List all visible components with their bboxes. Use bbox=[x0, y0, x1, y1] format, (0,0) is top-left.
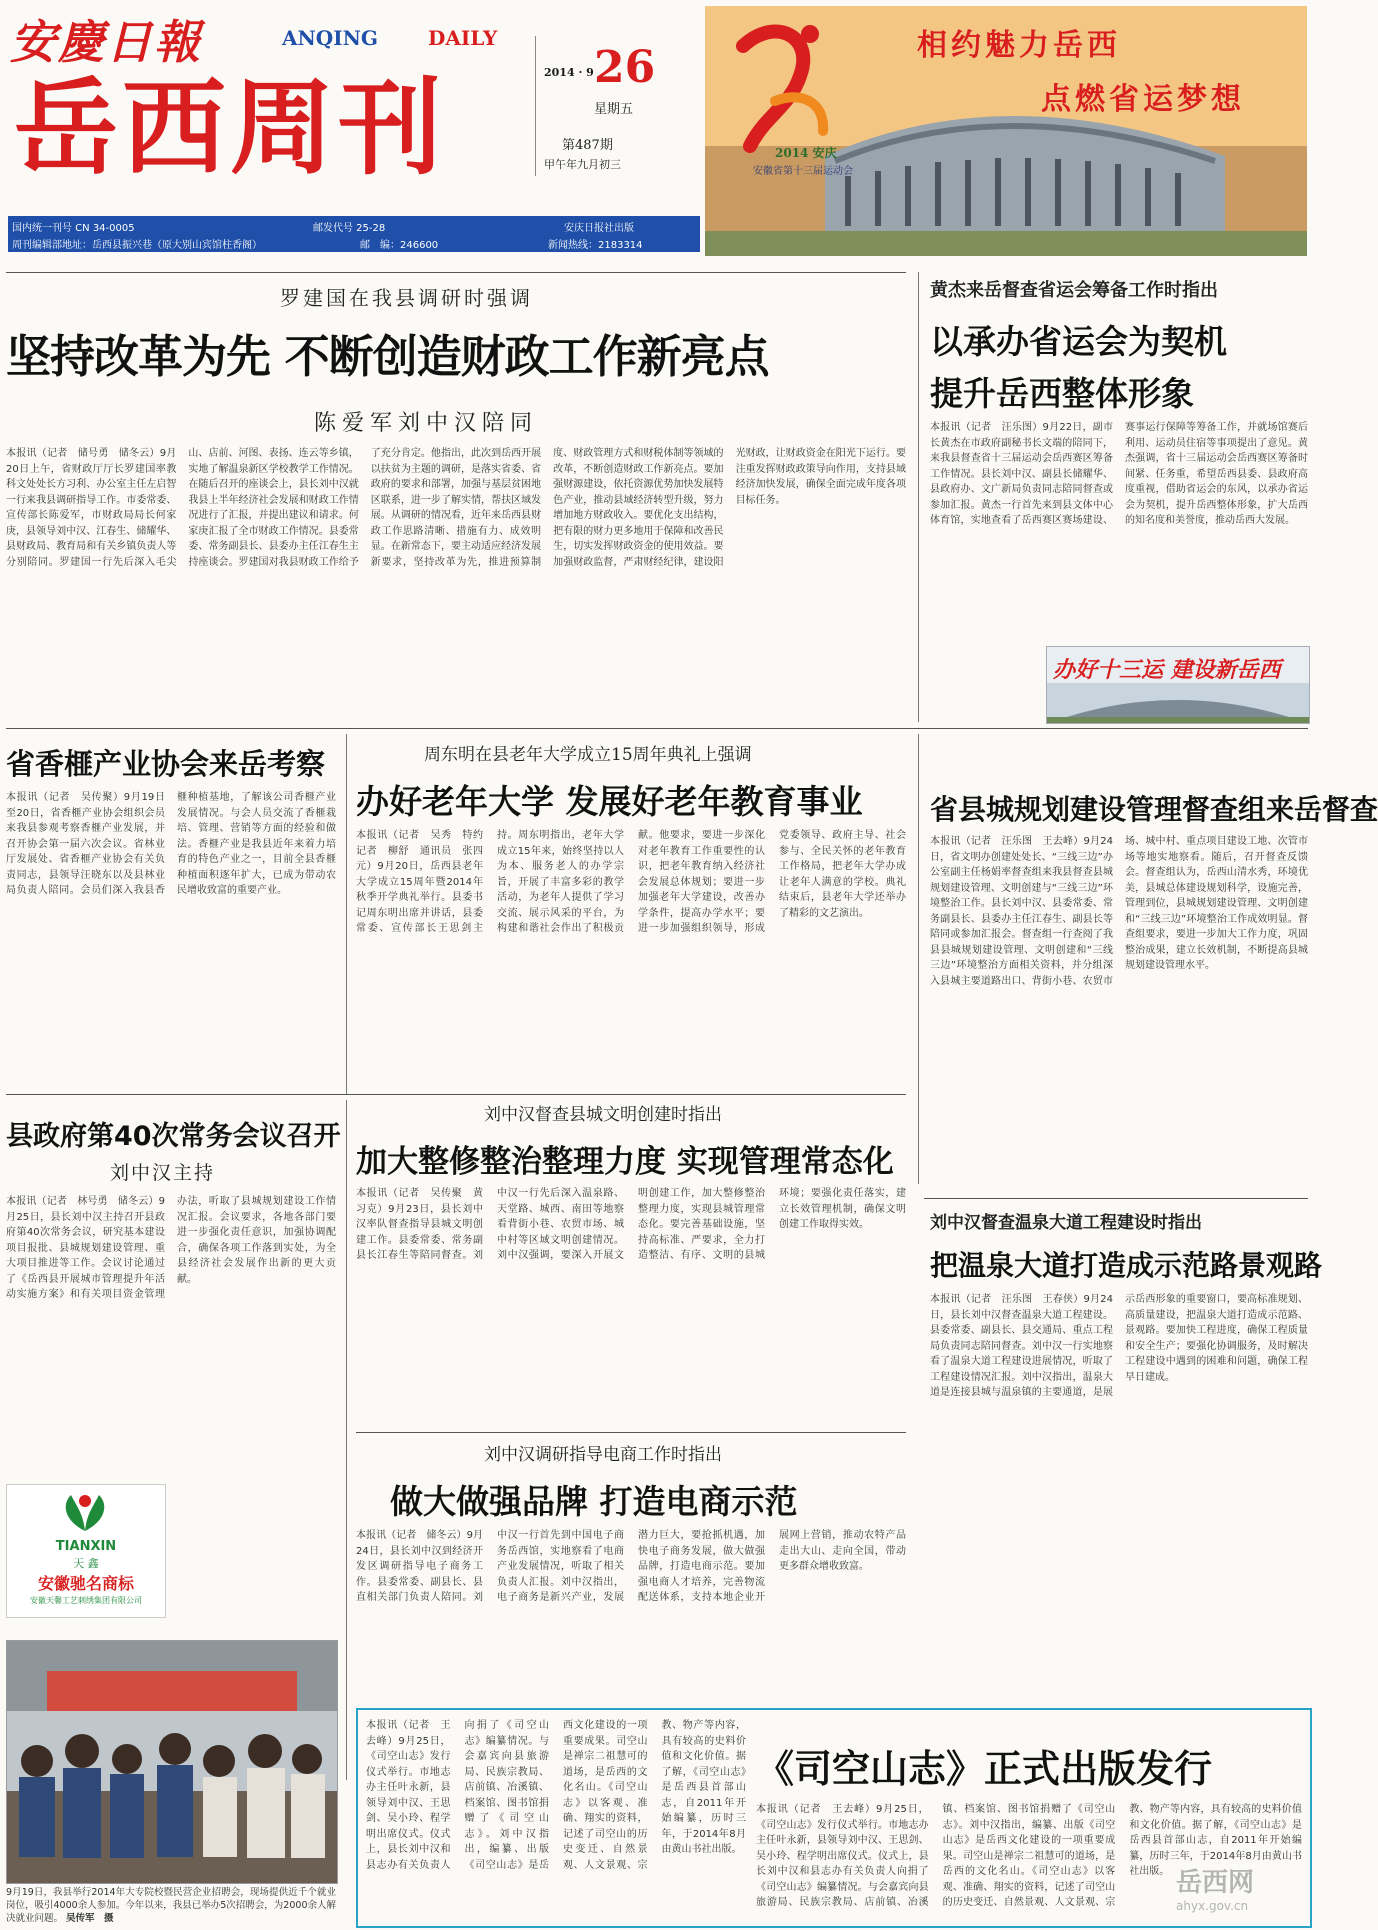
wenquan-headline: 把温泉大道打造成示范路景观路 bbox=[930, 1249, 1323, 1282]
weekly-title: 岳西周刊 bbox=[14, 66, 447, 189]
watermark-url: ahyx.gov.cn bbox=[1176, 1899, 1249, 1913]
wenquan-body: 本报讯（记者 汪乐图 王春侠）9月24日，县长刘中汉督查温泉大道工程建设。县委常委、副县长、县交通局、重点工程局负责同志陪同督查。刘中汉一行实地察看了温泉大道工程建设进展情况，听取了工程建设情况汇报。刘中汉指出，温泉大道是连接县城与温泉镇的主要通道，是展示岳西形象的重要窗口，要高标准规划、高质量建设，把温泉大道打造成示范路、景观路。要加快工程进度，确保工程质量和安全生产；要强化协调服务，及时解决工程建设中遇到的困难和问题，确保工程早日建成。 bbox=[930, 1294, 1308, 1398]
promo-text: 办好十三运 建设新岳西 bbox=[1053, 658, 1281, 683]
divider bbox=[346, 734, 347, 1094]
stadium-thumbnail bbox=[1047, 683, 1309, 723]
book-box bbox=[356, 1708, 1312, 1928]
tianxin-ad bbox=[6, 1484, 166, 1618]
xiangfei-body: 本报讯（记者 吴传聚）9月19日至20日，省香榧产业协会组织会员来我县参观考察香榧产业发展，并召开协会第一届六次会议。省林业厅发展处、省香榧产业协会有关负责同志，县领导汪晓东以及县林业局负责人陪同。会员们深入我县香榧种植基地，了解该公司香榧产业发展情况。与会人员交流了香榧栽培、管理、营销等方面的经验和做法。香榧产业是我县近年来着力培育的特色产业之一，目前全县香榧种植面积逐年扩大，已成为带动农民增收致富的重要产业。 bbox=[6, 792, 336, 896]
lead-kicker: 罗建国在我县调研时强调 bbox=[280, 286, 533, 310]
games-logo-text-1: 2014 安庆 bbox=[775, 146, 837, 160]
changwu-body: 本报讯（记者 林号勇 储冬云）9月25日，县长刘中汉主持召开县政府第40次常务会议，研究基本建设项目报批、县城规划建设管理、重大项目推进等工作。会议讨论通过了《岳西县开展城市管理提升年活动实施方案》和有关项目资金管理办法，听取了县城规划建设工作情况汇报。会议要求，各地各部门要进一步强化责任意识，加强协调配合，确保各项工作落到实处，为全县经济社会发展作出新的更大贡献。 bbox=[6, 1196, 336, 1300]
weekday: 星期五 bbox=[594, 102, 634, 117]
games-logo-text-2: 安徽省第十三届运动会 bbox=[753, 166, 853, 177]
huang-headline-1: 以承办省运会为契机 bbox=[930, 322, 1227, 361]
banner-slogan-1: 相约魅力岳西 bbox=[917, 28, 1121, 63]
huang-headline-2: 提升岳西整体形象 bbox=[930, 374, 1194, 413]
huang-body: 本报讯（记者 汪乐图）9月22日，副市长黄杰在市政府副秘书长文端的陪同下，来我县督查省十三届运动会岳西赛区筹备工作情况。县长刘中汉、副县长储耀华、县政府办、文广新局负责同志陪同督查或参加汇报。黄杰一行首先来到县文体中心体育馆，实地查看了岳西赛区赛场建设、赛事运行保障等筹备工作，并就场馆赛后利用、运动员住宿等事项提出了意见。黄杰强调，省十三届运动会岳西赛区筹备时间紧、任务重，希望岳西县委、县政府高度重视，借助省运会的东风，以承办省运会为契机，提升岳西整体形象，扩大岳西的知名度和美誉度，推动岳西大发展。 bbox=[930, 422, 1308, 526]
dianshang-kicker: 刘中汉调研指导电商工作时指出 bbox=[484, 1445, 722, 1465]
tianxin-company: 安徽天馨工艺刺绣集团有限公司 bbox=[30, 1596, 142, 1605]
book-headline: 《司空山志》正式出版发行 bbox=[756, 1747, 1213, 1791]
wenming-body: 本报讯（记者 吴传聚 黄习克）9月23日，县长刘中汉率队督查指导县城文明创建工作。县委常委、常务副县长江春生等陪同督查。刘中汉一行先后深入温泉路、天堂路、城西、南田等地察看背街小巷、农贸市场、城中村等区域文明创建情况。刘中汉强调，要深入开展文明创建工作，加大整修整治整理力度，实现县城管理常态化。要完善基础设施，坚持高标准、严要求，全力打造整洁、有序、文明的县城环境；要强化责任落实，建立长效管理机制，确保文明创建工作取得实效。 bbox=[356, 1188, 906, 1261]
changwu-subline: 刘中汉主持 bbox=[110, 1162, 216, 1184]
site-watermark bbox=[1176, 1862, 1306, 1922]
photo-credit: 吴传军 摄 bbox=[66, 1913, 114, 1924]
tianxin-label: 安徽驰名商标 bbox=[37, 1574, 134, 1593]
publication-code: 国内统一刊号 CN 34-0005 bbox=[12, 223, 135, 234]
divider bbox=[356, 1432, 906, 1433]
paper-name-en-2: DAILY bbox=[428, 26, 498, 50]
book-body-continued-text: 本报讯（记者 王去峰）9月25日，《司空山志》发行仪式举行。市地志办主任叶永新，县领导刘中汉、王思剑、吴小玲、程学明出席仪式。仪式上，县长刘中汉和县志办有关负责人向捐了《司空山志》编纂情况。与会嘉宾向县旅游局、民族宗教局、店前镇、冶溪镇、档案馆、图书馆捐赠了《司空山志》。刘中汉指出，编纂、出版《司空山志》是岳西文化建设的一项重要成果。司空山是禅宗二祖慧可的道场，是岳西的文化名山。《司空山志》以客观、准确、翔实的资料，记述了司空山的历史变迁、自然景观、人文景观、宗教、物产等内容，具有较高的史料价值和文化价值。据了解，《司空山志》是岳西县首部山志，自2011年开始编纂，历时三年，于2014年8月由黄山书社出版。 bbox=[756, 1804, 1302, 1908]
xiangfei-headline: 省香榧产业协会来岳考察 bbox=[6, 747, 326, 781]
watermark-site-name: 岳西网 bbox=[1176, 1868, 1255, 1898]
wenming-headline: 加大整修整治整理力度 实现管理常态化 bbox=[356, 1144, 894, 1180]
daxue-headline: 办好老年大学 发展好老年教育事业 bbox=[356, 782, 863, 821]
tianxin-brand-en: TIANXIN bbox=[55, 1539, 117, 1554]
issue-number: 第487期 bbox=[562, 138, 613, 153]
divider bbox=[924, 1198, 1308, 1199]
photo-caption bbox=[6, 1886, 336, 1926]
dianshang-body: 本报讯（记者 储冬云）9月24日，县长刘中汉到经济开发区调研指导电子商务工作。县委常委、副县长、县直相关部门负责人陪同。刘中汉一行首先到中国电子商务岳西馆，实地察看了电商产业发展情况，听取了相关负责人汇报。刘中汉指出，电子商务是新兴产业，发展潜力巨大，要抢抓机遇，加快电子商务发展，做大做强品牌，打造电商示范。要加强电商人才培养，完善物流配送体系，支持本地企业开展网上营销，推动农特产品走出大山、走向全国，带动更多群众增收致富。 bbox=[356, 1530, 906, 1603]
wenquan-kicker: 刘中汉督查温泉大道工程建设时指出 bbox=[930, 1213, 1202, 1233]
news-hotline: 新闻热线：2183314 bbox=[548, 240, 643, 251]
changwu-headline: 县政府第40次常务会议召开 bbox=[6, 1121, 341, 1152]
editorial-address: 周刊编辑部地址：岳西县振兴巷（原大别山宾馆柱香阁） bbox=[12, 240, 262, 251]
post-code: 邮发代号 25-28 bbox=[313, 223, 386, 234]
divider bbox=[918, 734, 919, 1184]
wenming-kicker: 刘中汉督查县城文明创建时指出 bbox=[484, 1105, 722, 1125]
publisher: 安庆日报社出版 bbox=[564, 223, 634, 234]
divider bbox=[346, 1100, 347, 1780]
paper-name-cn: 安慶日報 bbox=[10, 15, 202, 69]
huang-kicker: 黄杰来岳督查省运会筹备工作时指出 bbox=[930, 280, 1218, 301]
divider bbox=[918, 272, 919, 722]
tianxin-logo-icon bbox=[55, 1491, 115, 1535]
lead-body: 本报讯（记者 储号勇 储冬云）9月20日上午，省财政厅厅长罗建国率教科文处处长方习利、办公室主任左启智一行来我县调研指导工作。市委常委、宣传部长陈爱军，市财政局局长何家庚，县领导刘中汉、江春生、储耀华、县财政局、教育局和有关乡镇负责人等分别陪同。罗建国一行先后深入毛尖山、店前、河图、表扬、连云等乡镇，实地了解温泉新区学校教学工作情况。在随后召开的座谈会上，县长刘中汉就我县上半年经济社会发展和财政工作情况进行了汇报，并提出建议和请求。何家庚汇报了全市财政工作情况。县委常委、常务副县长、县委办主任江春生主持座谈会。罗建国对我县财政工作给予了充分肯定。他指出，此次到岳西开展以扶贫为主题的调研，是落实省委、省政府的要求和部署，加强与基层贫困地区联系，进一步了解实情，帮扶区域发展。从调研的情况看，近年来岳西县财政工作思路清晰、措施有力、成效明显。在新常态下，要主动适应经济发展新要求，坚持改革为先，推进预算制度、财政管理方式和财税体制等领域的改革，不断创造财政工作新亮点。要加强财源建设，依托资源优势加快发展特色产业，推动县域经济转型升级，努力增加地方财政收入。要优化支出结构，把有限的财力更多地用于保障和改善民生，切实发挥财政资金的使用效益。要加强财政监督，严肃财经纪律，建设阳光财政，让财政资金在阳光下运行。要注重发挥财政政策导向作用，支持县域经济加快发展，确保全面完成年度各项目标任务。 bbox=[6, 448, 906, 568]
job-fair-photo bbox=[6, 1640, 338, 1884]
chengui-body: 本报讯（记者 汪乐图 王去峰）9月24日，省文明办创建处处长、“三线三边”办公室副主任杨娟率督查组来我县督查县城规划建设管理、文明创建与“三线三边”环境整治工作。县长刘中汉、县委常委、常务副县长、县委办主任江春生、副县长等陪同或参加汇报会。督查组一行查阅了我县县城规划建设管理、文明创建和“三线三边”环境整治方面相关资料，并分组深入县城主要道路出口、背街小巷、农贸市场、城中村、重点项目建设工地、次管市场等地实地察看。随后，召开督查反馈会。督查组认为，岳西山清水秀，环境优美，县城总体建设规划科学，设施完善，管理到位，县城规划建设管理、文明创建和“三线三边”环境整治工作成效明显。督查组要求，要进一步加大工作力度，巩固整治成果，建立长效机制，不断提高县城规划建设管理水平。 bbox=[930, 836, 1308, 987]
daxue-body: 本报讯（记者 吴秀 特约记者 柳舒 通讯员 张四元）9月20日，岳西县老年大学成立15周年暨2014年秋季开学典礼举行。县委书记周东明出席并讲话，县委常委、宣传部长王思剑主持。周东明指出，老年大学成立15年来，始终坚持以人为本、服务老人的办学宗旨，开展了丰富多彩的教学活动，为老年人提供了学习交流、展示风采的平台，为构建和谐社会作出了积极贡献。他要求，要进一步深化对老年教育工作重要性的认识，把老年教育纳入经济社会发展总体规划；要进一步加强老年大学建设，改善办学条件，提高办学水平；要进一步加强组织领导，形成党委领导、政府主导、社会参与、全民关怀的老年教育工作格局，把老年大学办成让老年人满意的学校。典礼结束后，县老年大学还举办了精彩的文艺演出。 bbox=[356, 830, 906, 934]
games-banner bbox=[705, 6, 1307, 256]
lunar-date: 甲午年九月初三 bbox=[544, 158, 621, 171]
date-year-month: 2014 · 9 bbox=[544, 66, 594, 79]
masthead-info-band bbox=[8, 216, 700, 252]
promo-box bbox=[1046, 646, 1310, 724]
lead-subline: 陈爱军刘中汉陪同 bbox=[314, 411, 539, 436]
daxue-kicker: 周东明在县老年大学成立15周年典礼上强调 bbox=[424, 745, 752, 765]
date-day: 26 bbox=[594, 42, 656, 93]
lead-headline: 坚持改革为先 不断创造财政工作新亮点 bbox=[6, 330, 769, 383]
tianxin-brand-cn: 天 鑫 bbox=[73, 1557, 99, 1570]
banner-slogan-2: 点燃省运梦想 bbox=[1041, 82, 1245, 117]
caption-text: 9月19日，我县举行2014年大专院校暨民营企业招聘会，现场提供近千个就业岗位，吸引4000余人参加。今年以来，我县已举办5次招聘会，为2000余人解决就业问题。 bbox=[6, 1887, 336, 1924]
paper-name-en-1: ANQING bbox=[282, 26, 378, 50]
book-body: 本报讯（记者 王去峰）9月25日，《司空山志》发行仪式举行。市地志办主任叶永新，县领导刘中汉、王思剑、吴小玲、程学明出席仪式。仪式上，县长刘中汉和县志办有关负责人向捐了《司空山志》编纂情况。与会嘉宾向县旅游局、民族宗教局、店前镇、冶溪镇、档案馆、图书馆捐赠了《司空山志》。刘中汉指出，编纂、出版《司空山志》是岳西文化建设的一项重要成果。司空山是禅宗二祖慧可的道场，是岳西的文化名山。《司空山志》以客观、准确、翔实的资料，记述了司空山的历史变迁、自然景观、人文景观、宗教、物产等内容，具有较高的史料价值和文化价值。据了解，《司空山志》是岳西县首部山志，自2011年开始编纂，历时三年，于2014年8月由黄山书社出版。 bbox=[366, 1720, 746, 1871]
date-box bbox=[535, 36, 656, 176]
masthead bbox=[0, 0, 700, 262]
chengui-headline: 省县城规划建设管理督查组来岳督查 bbox=[930, 793, 1378, 826]
dianshang-headline: 做大做强品牌 打造电商示范 bbox=[390, 1482, 798, 1521]
divider bbox=[6, 1094, 906, 1095]
crowd-photo bbox=[7, 1641, 337, 1883]
zip-code: 邮 编：246600 bbox=[360, 240, 439, 251]
divider bbox=[6, 272, 906, 273]
divider bbox=[6, 728, 1308, 729]
